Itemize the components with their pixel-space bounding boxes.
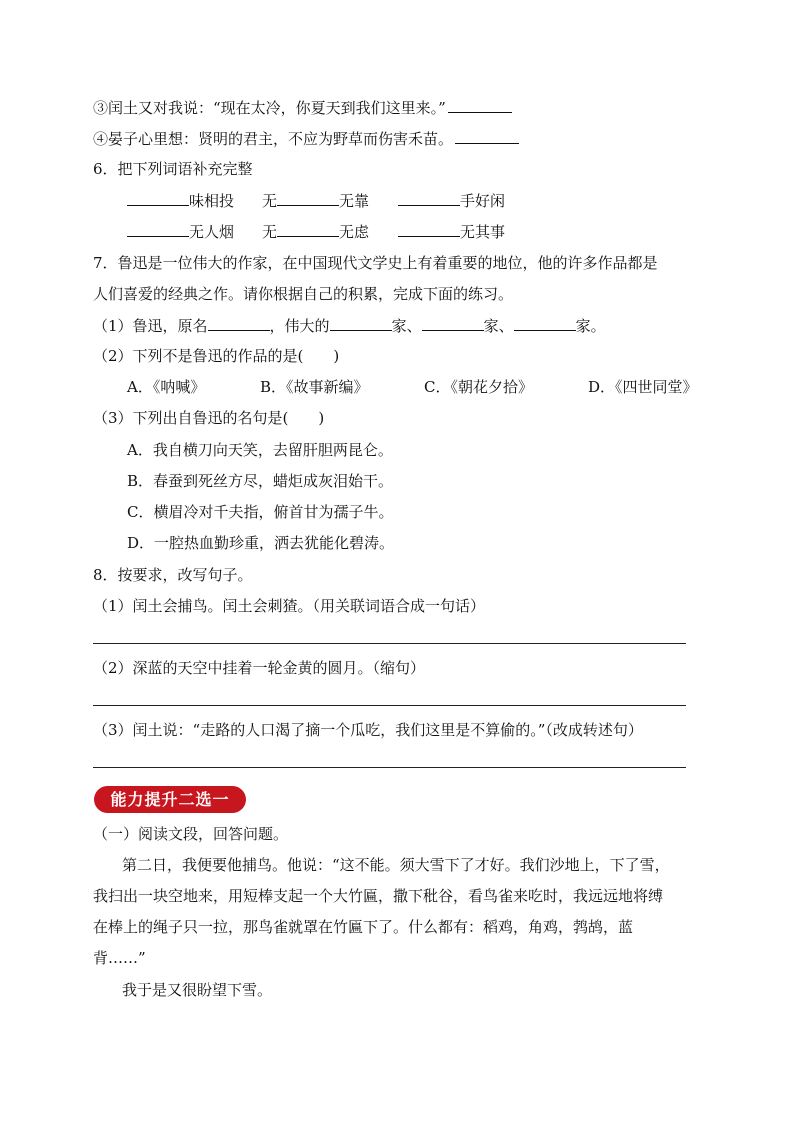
q7-part2-option-b[interactable]: B．《故事新编》	[260, 378, 369, 396]
answer-line-3[interactable]	[93, 767, 686, 768]
q7-intro-line2: 人们喜爱的经典之作。请你根据自己的积累，完成下面的练习。	[93, 285, 514, 303]
word-part: 无虑	[339, 223, 370, 241]
q7-part2-option-a[interactable]: A．《呐喊》	[127, 378, 206, 396]
section-banner-label: 能力提升二选一	[110, 790, 230, 809]
passage-line-3: 在棒上的绳子只一拉，那鸟雀就罩在竹匾下了。什么都有：稻鸡，角鸡，鹁鸪，蓝	[93, 918, 634, 936]
answer-blank[interactable]	[398, 221, 460, 237]
q8-sentence-1: （1）闰土会捕鸟。闰土会刺猹。（用关联词语合成一句话）	[93, 597, 486, 615]
answer-blank[interactable]	[330, 315, 392, 331]
word-part: 无	[262, 192, 278, 210]
answer-blank[interactable]	[448, 97, 512, 113]
text: 家、	[391, 317, 422, 335]
q6-row1-item2	[262, 190, 369, 211]
text: 家。	[575, 317, 606, 335]
q6-title: 6．把下列词语补充完整	[93, 160, 253, 178]
q8-sentence-2: （2）深蓝的天空中挂着一轮金黄的圆月。（缩句）	[93, 659, 426, 677]
text: （1）鲁迅，原名	[93, 317, 208, 335]
answer-line-1[interactable]	[93, 643, 686, 644]
word-part: 无	[262, 223, 278, 241]
q5-item-4-text: ④晏子心里想：贤明的君主，不应为野草而伤害禾苗。	[93, 130, 454, 148]
q8-title: 8．按要求，改写句子。	[93, 566, 253, 584]
reading-part-title: （一）阅读文段，回答问题。	[93, 825, 289, 843]
q7-part3-option-d[interactable]: D．一腔热血勤珍重，洒去犹能化碧涛。	[127, 534, 395, 552]
text: 家、	[483, 317, 514, 335]
answer-line-2[interactable]	[93, 705, 686, 706]
q7-part2: （2）下列不是鲁迅的作品的是( )	[93, 347, 340, 365]
q5-item-4	[93, 128, 519, 149]
word-part: 无人烟	[189, 223, 235, 241]
q7-part3: （3）下列出自鲁迅的名句是( )	[93, 409, 325, 427]
answer-blank[interactable]	[127, 190, 189, 206]
text: ，伟大的	[269, 317, 330, 335]
q6-row1-item1	[127, 190, 234, 211]
q7-intro-line1: 7．鲁迅是一位伟大的作家，在中国现代文学史上有着重要的地位，他的许多作品都是	[93, 254, 658, 272]
q6-row2-item1	[127, 221, 234, 242]
answer-blank[interactable]	[514, 315, 576, 331]
section-banner	[94, 786, 246, 813]
answer-blank[interactable]	[277, 190, 339, 206]
answer-blank[interactable]	[422, 315, 484, 331]
passage-line-1: 第二日，我便要他捕鸟。他说：“这不能。须大雪下了才好。我们沙地上，下了雪，	[122, 856, 670, 874]
q5-item-3-text: ③闰土又对我说：“现在太冷，你夏天到我们这里来。”	[93, 99, 446, 117]
q5-item-3	[93, 97, 512, 118]
q6-row1-item3	[398, 190, 505, 211]
q6-row2-item2	[262, 221, 369, 242]
passage-line-2: 我扫出一块空地来，用短棒支起一个大竹匾，撒下秕谷，看鸟雀来吃时，我远远地将缚	[93, 887, 664, 905]
passage-paragraph-2: 我于是又很盼望下雪。	[122, 981, 273, 999]
answer-blank[interactable]	[127, 221, 189, 237]
word-part: 味相投	[189, 192, 235, 210]
passage-line-4: 背……”	[93, 949, 146, 967]
word-part: 手好闲	[460, 192, 506, 210]
q6-row2-item3	[398, 221, 505, 242]
q7-part3-option-b[interactable]: B．春蚕到死丝方尽，蜡炬成灰泪始干。	[127, 472, 394, 490]
q7-part2-option-d[interactable]: D．《四世同堂》	[588, 378, 698, 396]
answer-blank[interactable]	[455, 128, 519, 144]
answer-blank[interactable]	[208, 315, 270, 331]
word-part: 无靠	[339, 192, 370, 210]
answer-blank[interactable]	[277, 221, 339, 237]
q7-part2-option-c[interactable]: C．《朝花夕拾》	[424, 378, 533, 396]
q7-part3-option-c[interactable]: C．横眉冷对千夫指，俯首甘为孺子牛。	[127, 503, 394, 521]
answer-blank[interactable]	[398, 190, 460, 206]
q7-part1	[93, 315, 606, 336]
q8-sentence-3: （3）闰土说：“走路的人口渴了摘一个瓜吃，我们这里是不算偷的。”（改成转述句）	[93, 721, 643, 739]
q7-part3-option-a[interactable]: A．我自横刀向天笑，去留肝胆两昆仑。	[127, 441, 393, 459]
word-part: 无其事	[460, 223, 506, 241]
